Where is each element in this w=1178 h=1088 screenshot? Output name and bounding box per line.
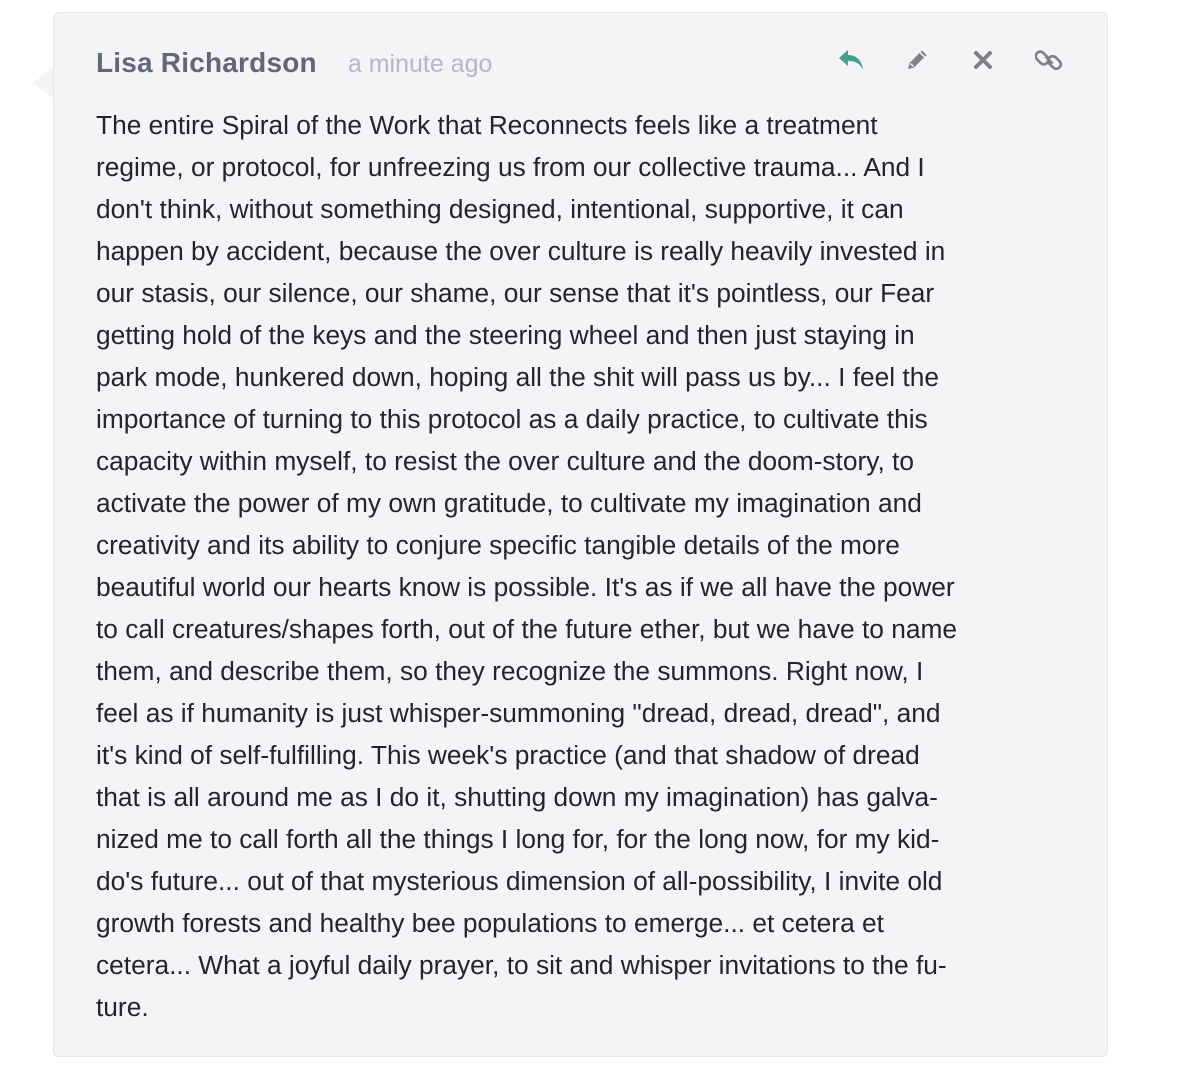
comment-author[interactable]: Lisa Richardson <box>96 47 317 78</box>
permalink-button[interactable] <box>1032 43 1066 77</box>
comment-body: The entire Spiral of the Work that Reconnects feels like a treatment regime, or protocol, for unfreezing us from our collective trauma... And I don't think, without something designed, intentional, supportive, it can happen by accident, because the over culture is really heavily invested in our stasis, our silence, our shame, our sense that it's pointless, our Fear getting hold of the keys and the steering wheel and then just staying in park mode, hunkered down, hoping all the shit will pass us by... I feel the importance of turning to this protocol as a daily practice, to cultivate this capacity within myself, to resist the over culture and the doom-story, to activate the power of my own gratitude, to cultivate my imagination and creativity and its ability to conjure specific tangible details of the more beautiful world our hearts know is possible. It's as if we all have the power to call creatures/shapes forth, out of the future ether, but we have to name them, and describe them, so they recognize the summons. Right now, I feel as if humanity is just whisper-summoning "dread, dread, dread", and it's kind of self-fulfilling. This week's practice (and that shadow of dread that is all around me as I do it, shutting down my imagination) has galva- nized me to call forth all the things I long for, for the long now, for my kid- do's future... out of that mysterious dimension of all-possibility, I invite old growth forests and healthy bee populations to emerge... et cetera et cetera... What a joyful daily prayer, to sit and whisper invitations to the fu- ture. <box>96 110 958 1022</box>
delete-button[interactable] <box>966 43 1000 77</box>
edit-button[interactable] <box>900 43 934 77</box>
comment-card <box>53 12 1108 1057</box>
comment-actions <box>834 43 1066 77</box>
link-icon <box>1035 46 1063 74</box>
delete-x-icon <box>972 49 994 71</box>
comment-pointer <box>33 67 54 99</box>
reply-button[interactable] <box>834 43 868 77</box>
reply-icon <box>836 47 866 73</box>
edit-pencil-icon <box>904 47 930 73</box>
comment-timestamp[interactable]: a minute ago <box>347 50 493 78</box>
comment-header <box>96 47 492 79</box>
